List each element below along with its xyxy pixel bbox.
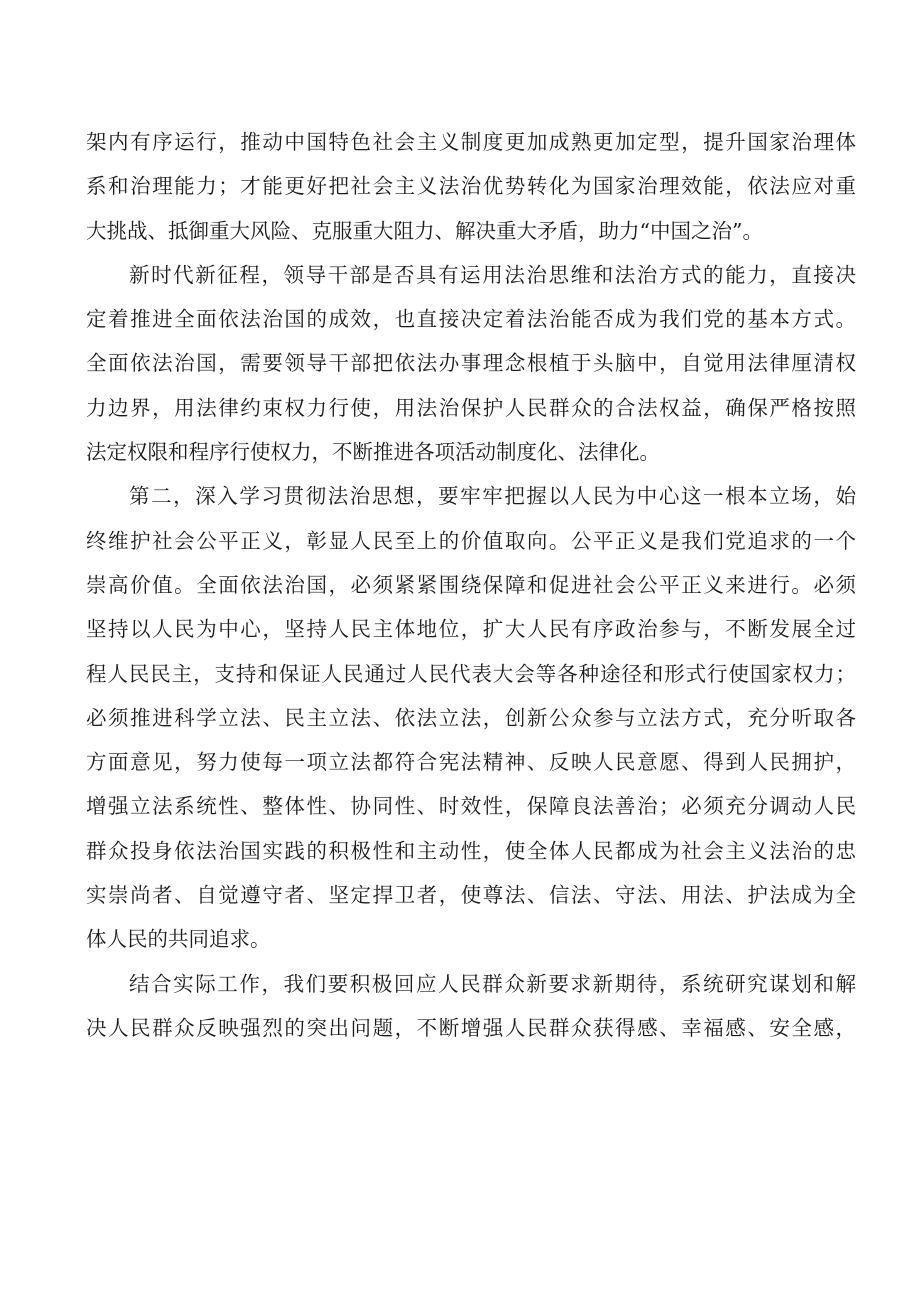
paragraph-first-line: 新时代新征程，领导干部是否具有运用法治思维和法治方式的能力，直接决 — [129, 262, 856, 287]
text-line: 大挑战、抵御重大风险、克服重大阻力、解决重大矛盾，助力“中国之治”。 — [86, 218, 763, 243]
text-line: 全面依法治国，需要领导干部把依法办事理念根植于头脑中，自觉用法律厘清权 — [86, 351, 856, 376]
text-line: 定着推进全面依法治国的成效，也直接决定着法治能否成为我们党的基本方式。 — [86, 307, 856, 332]
text-line: 架内有序运行，推动中国特色社会主义制度更加成熟更加定型，提升国家治理体 — [86, 130, 856, 154]
text-line: 增强立法系统性、整体性、协同性、时效性，保障良法善治；必须充分调动人民 — [86, 794, 856, 819]
text-line: 必须推进科学立法、民主立法、依法立法，创新公众参与立法方式，充分听取各 — [86, 705, 856, 730]
text-line: 程人民民主，支持和保证人民通过人民代表大会等各种途径和形式行使国家权力； — [86, 661, 856, 686]
text-line: 方面意见，努力使每一项立法都符合宪法精神、反映人民意愿、得到人民拥护， — [86, 750, 856, 775]
text-line: 实崇尚者、自觉遵守者、坚定捍卫者，使尊法、信法、守法、用法、护法成为全 — [86, 883, 856, 908]
text-line: 系和治理能力；才能更好把社会主义法治优势转化为国家治理效能，依法应对重 — [86, 174, 856, 199]
text-line: 法定权限和程序行使权力，不断推进各项活动制度化、法律化。 — [86, 440, 660, 465]
paragraph-first-line: 结合实际工作，我们要积极回应人民群众新要求新期待，系统研究谋划和解 — [129, 971, 856, 996]
text-line: 终维护社会公平正义，彰显人民至上的价值取向。公平正义是我们党追求的一个 — [86, 528, 856, 553]
text-line: 体人民的共同追求。 — [86, 927, 271, 952]
text-line: 坚持以人民为中心，坚持人民主体地位，扩大人民有序政治参与，不断发展全过 — [86, 617, 856, 642]
text-line: 力边界，用法律约束权力行使，用法治保护人民群众的合法权益，确保严格按照 — [86, 395, 856, 420]
text-line: 决人民群众反映强烈的突出问题，不断增强人民群众获得感、幸福感、安全感， — [86, 1015, 856, 1040]
document-body — [86, 120, 856, 1050]
paragraph-first-line: 第二，深入学习贯彻法治思想，要牢牢把握以人民为中心这一根本立场，始 — [129, 484, 856, 509]
text-line: 群众投身依法治国实践的积极性和主动性，使全体人民都成为社会主义法治的忠 — [86, 838, 856, 863]
text-line: 崇高价值。全面依法治国，必须紧紧围绕保障和促进社会公平正义来进行。必须 — [86, 572, 856, 597]
